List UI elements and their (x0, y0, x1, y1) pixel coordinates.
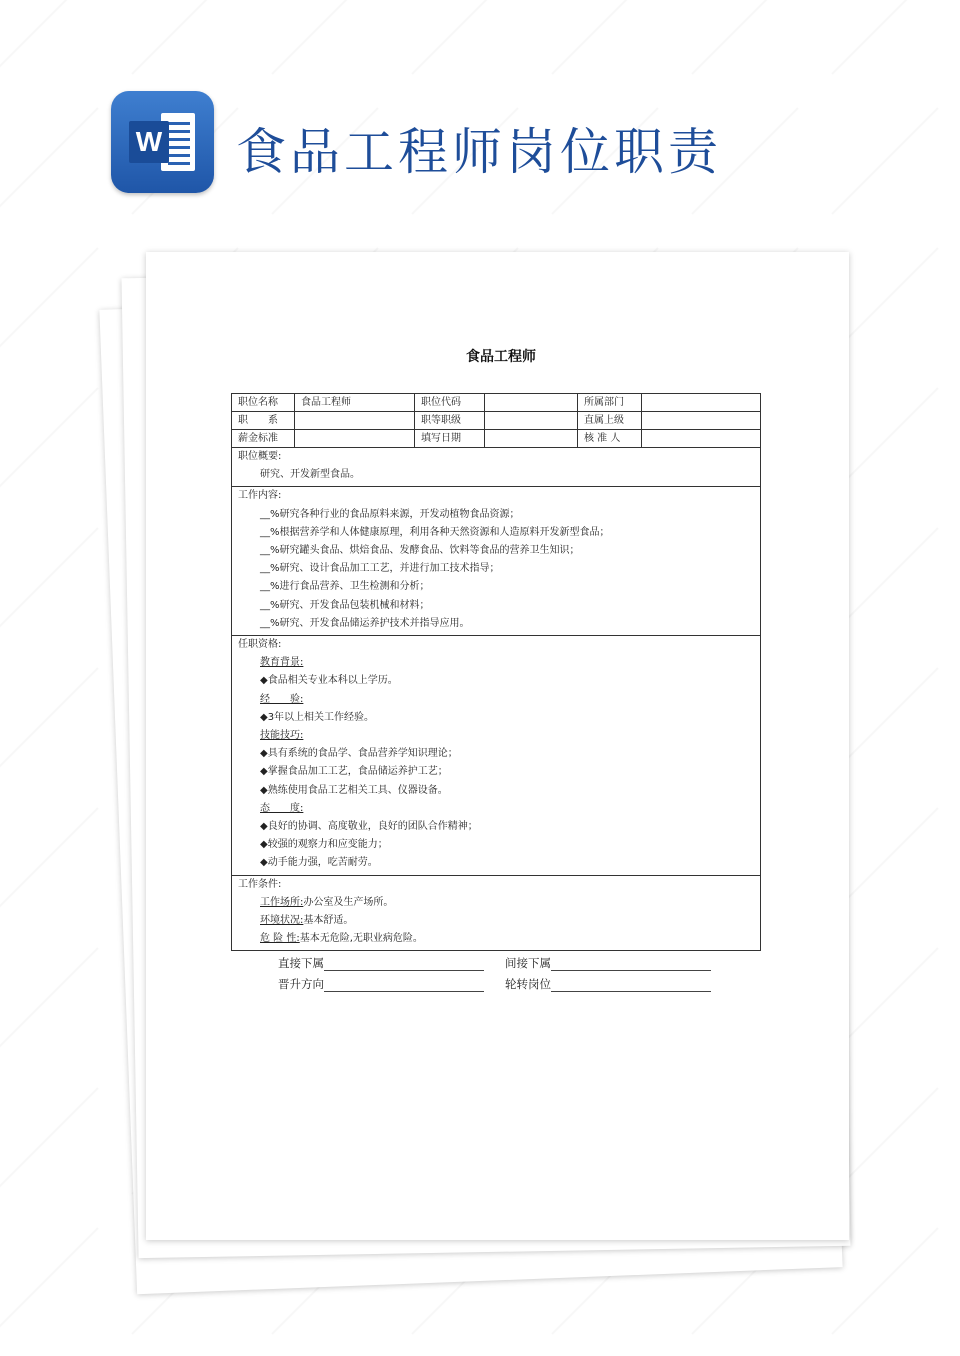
condition-line (238, 930, 754, 948)
qualification-item: ◆3年以上相关工作经验。 (260, 711, 375, 723)
watermark-mark (0, 667, 99, 774)
conditions-heading: 工作条件: (238, 878, 282, 890)
table-cell (485, 394, 578, 412)
work-content-line: __%进行食品营养、卫生检测和分析； (260, 581, 430, 593)
qualification-item: ◆具有系统的食品学、食品营养学知识理论； (260, 748, 458, 760)
qualifications-row (232, 636, 761, 876)
table-cell: 食品工程师 (295, 394, 415, 412)
footer-indirect-subordinate (505, 955, 711, 971)
attitude-label: 态 度: (260, 802, 304, 814)
work-content-heading: 工作内容: (238, 490, 282, 502)
watermark-mark (0, 247, 99, 354)
qualification-item: ◆动手能力强，吃苦耐劳。 (260, 857, 378, 869)
blank-line (324, 958, 484, 971)
condition-label: 工作场所: (260, 896, 304, 908)
summary-row (232, 448, 761, 487)
word-letter: W (129, 121, 169, 163)
work-content-line: __%研究、设计食品加工工艺，并进行加工技术指导； (260, 563, 500, 575)
condition-label: 危 险 性: (260, 933, 300, 945)
conditions-cell (232, 875, 761, 951)
condition-value: 办公室及生产场所。 (303, 896, 394, 908)
condition-label: 环境状况: (260, 915, 304, 927)
table-cell (485, 412, 578, 430)
condition-value: 基本舒适。 (303, 915, 354, 927)
qualifications-heading: 任职资格: (238, 639, 282, 651)
table-cell (295, 412, 415, 430)
watermark-mark (691, 0, 798, 75)
watermark-mark (831, 0, 938, 75)
condition-line (238, 912, 754, 930)
table-row (232, 430, 761, 448)
footer-label: 轮转岗位 (505, 977, 551, 991)
summary-line: 研究、开发新型食品。 (260, 469, 360, 481)
watermark-mark (0, 1227, 99, 1334)
footer-label: 晋升方向 (278, 977, 324, 991)
table-cell: 直属上级 (578, 412, 642, 430)
watermark-mark (0, 947, 99, 1054)
footer-direct-subordinate (278, 955, 484, 971)
table-cell: 职位名称 (232, 394, 295, 412)
table-row (232, 394, 761, 412)
conditions-row (232, 875, 761, 951)
work-content-cell (232, 487, 761, 636)
page-title: 食品工程师岗位职责 (236, 123, 722, 181)
table-cell (642, 430, 761, 448)
watermark-mark (551, 0, 658, 75)
watermark-mark (0, 0, 99, 75)
summary-cell (232, 448, 761, 487)
job-description-table (231, 393, 761, 951)
education-label: 教育背景: (260, 657, 304, 669)
qualification-item: ◆掌握食品加工工艺，食品储运养护工艺； (260, 766, 448, 778)
watermark-mark (0, 527, 99, 634)
table-cell (295, 430, 415, 448)
watermark-mark (0, 1087, 99, 1194)
qualification-item: ◆熟练使用食品工艺相关工具、仪器设备。 (260, 784, 448, 796)
condition-value: 基本无危险,无职业病危险。 (299, 933, 423, 945)
table-cell: 职位代码 (415, 394, 485, 412)
table-cell (642, 394, 761, 412)
watermark-mark (831, 107, 938, 214)
work-content-line: __%研究、开发食品储运养护技术并指导应用。 (260, 617, 470, 629)
work-content-row (232, 487, 761, 636)
watermark-mark (0, 387, 99, 494)
qualification-item: ◆食品相关专业本科以上学历。 (260, 675, 398, 687)
watermark-mark (271, 0, 378, 75)
watermark-mark (0, 107, 99, 214)
qualifications-cell (232, 636, 761, 876)
table-cell: 填写日期 (415, 430, 485, 448)
condition-line (238, 894, 754, 912)
table-cell (642, 412, 761, 430)
work-content-line: __%研究、开发食品包装机械和材料； (260, 599, 430, 611)
table-cell: 核 准 人 (578, 430, 642, 448)
table-cell: 薪金标准 (232, 430, 295, 448)
experience-label: 经 验: (260, 693, 304, 705)
table-cell: 所属部门 (578, 394, 642, 412)
word-app-icon (111, 91, 214, 193)
skills-label: 技能技巧: (260, 730, 304, 742)
blank-line (324, 979, 484, 992)
watermark-mark (0, 807, 99, 914)
watermark-mark (131, 0, 238, 75)
work-content-line: __%根据营养学和人体健康原理，利用各种天然资源和人造原料开发新型食品； (260, 526, 610, 538)
table-cell: 职等职级 (415, 412, 485, 430)
table-row (232, 412, 761, 430)
blank-line (551, 979, 711, 992)
document-title: 食品工程师 (466, 349, 536, 365)
footer-promotion (278, 976, 484, 992)
footer-label: 直接下属 (278, 956, 324, 970)
summary-heading: 职位概要: (238, 451, 282, 462)
qualification-item: ◆良好的协调、高度敬业，良好的团队合作精神； (260, 821, 478, 833)
footer-rotation (505, 976, 711, 992)
work-content-line: __%研究各种行业的食品原料来源，开发动植物食品资源； (260, 508, 520, 520)
blank-line (551, 958, 711, 971)
table-cell (485, 430, 578, 448)
footer-label: 间接下属 (505, 956, 551, 970)
watermark-mark (411, 0, 518, 75)
qualification-item: ◆较强的观察力和应变能力； (260, 839, 388, 851)
work-content-line: __%研究罐头食品、烘焙食品、发酵食品、饮料等食品的营养卫生知识； (260, 545, 580, 557)
table-cell: 职 系 (232, 412, 295, 430)
